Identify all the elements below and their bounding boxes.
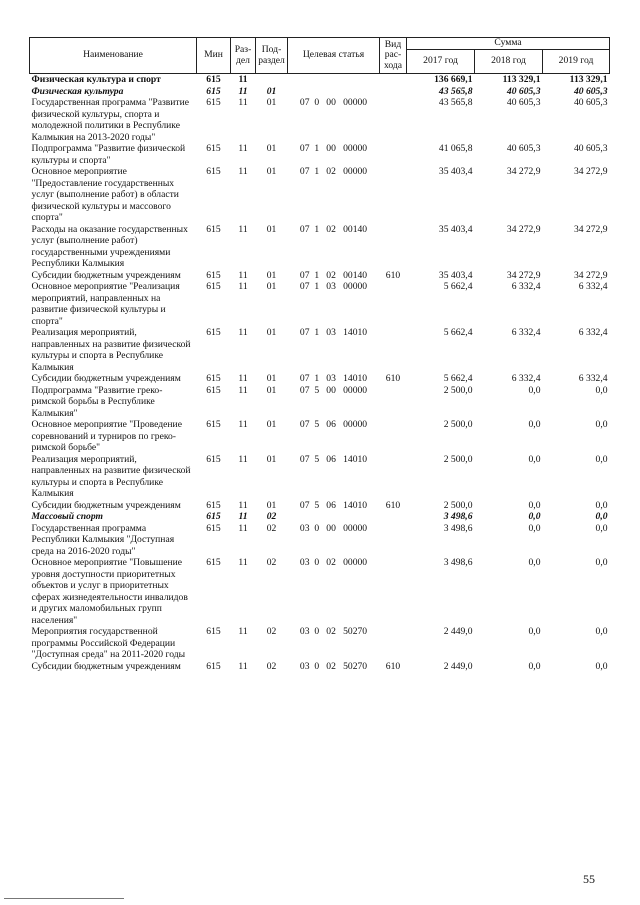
budget-table [29,37,610,672]
row-podrazdel: 02 [266,557,277,568]
row-name: Подпрограмма "Развитие физической культуры и спорта" [31,143,186,166]
row-ministry: 615 [206,384,221,396]
row-podrazdel: 01 [266,281,277,292]
row-sum-2017: 5 662,4 [443,281,473,292]
row-name: Основное мероприятие "Повышение уровня доступности приоритетных объектов и услуг в приоритетных сферах жизнедеятельности инвалидов и других маломобильных групп населения" [31,557,188,626]
row-target-article: 07 5 06 14010 [299,453,368,465]
header-razdel: Раз- дел [231,38,256,74]
row-ministry: 615 [206,143,221,154]
row-expense-type [380,86,407,98]
row-expense-type: 610 [385,660,401,672]
table-row [30,86,610,98]
row-sum-2018: 6 332,4 [511,373,541,384]
row-sum-2017: 5 662,4 [443,327,473,338]
row-razdel: 11 [238,74,248,85]
row-target-article: 07 1 00 00000 [299,143,368,154]
row-name: Массовый спорт [31,511,103,522]
row-sum-2019: 113 329,1 [569,74,608,85]
row-sum-2018: 0,0 [528,626,541,637]
row-sum-2019: 0,0 [595,557,608,568]
row-ministry: 615 [206,327,221,338]
row-podrazdel [256,74,288,86]
row-sum-2017: 41 065,8 [438,143,473,154]
row-sum-2019: 6 332,4 [578,373,608,384]
row-sum-2017: 35 403,4 [438,166,473,177]
row-razdel: 11 [238,453,248,465]
row-expense-type [380,511,407,523]
row-target-article: 03 0 00 00000 [299,522,368,534]
row-target-article: 03 0 02 50270 [299,626,368,637]
table-row [30,557,610,626]
row-ministry: 615 [206,223,221,235]
row-sum-2017: 2 449,0 [443,626,473,637]
row-ministry: 615 [206,511,221,522]
row-sum-2018: 40 605,3 [506,85,541,97]
row-expense-type [380,166,407,224]
row-razdel: 11 [238,660,248,672]
row-target-article: 07 5 06 00000 [299,419,368,430]
header-2018: 2018 год [475,50,543,74]
row-target-article [288,74,380,86]
row-sum-2019: 0,0 [595,499,608,511]
row-target-article: 07 1 03 00000 [299,281,368,292]
table-row [30,385,610,420]
row-sum-2018: 0,0 [528,660,541,672]
row-sum-2019: 0,0 [595,453,608,465]
row-sum-2017: 2 500,0 [443,384,473,396]
row-expense-type [380,74,407,86]
row-name: Государственная программа "Развитие физической культуры, спорта и молодежной политики в Республике Калмыкия на 2013-2020 годы" [31,97,190,143]
row-sum-2017: 35 403,4 [438,223,473,235]
header-podrazdel: Под- раздел [256,38,288,74]
row-sum-2019: 40 605,3 [573,85,608,97]
row-sum-2018: 40 605,3 [506,97,541,108]
row-name: Государственная программа Республики Калмыкия "Доступная среда на 2016-2020 годы" [31,522,175,557]
row-sum-2019: 0,0 [595,419,608,430]
row-razdel: 11 [238,143,248,154]
row-sum-2018: 0,0 [528,557,541,568]
row-sum-2018: 0,0 [528,522,541,534]
budget-table-body [30,74,610,673]
row-podrazdel: 01 [266,419,277,430]
row-podrazdel: 01 [266,85,277,97]
row-sum-2018: 6 332,4 [511,281,541,292]
row-target-article [288,86,380,98]
row-target-article: 07 1 02 00140 [299,223,368,235]
row-sum-2019: 0,0 [595,511,608,522]
table-row [30,224,610,270]
table-row [30,419,610,454]
row-name: Основное мероприятие "Проведение соревнований и турниров по греко-римской борьбе" [31,419,182,453]
row-sum-2019: 34 272,9 [573,269,608,281]
row-razdel: 11 [238,373,248,384]
header-name: Наименование [30,38,197,74]
row-name: Физическая культура [31,85,124,97]
row-expense-type: 610 [385,499,401,511]
row-target-article: 03 0 02 50270 [299,660,368,672]
row-sum-2019: 6 332,4 [578,281,608,292]
row-razdel: 11 [238,522,248,534]
row-sum-2018: 6 332,4 [511,327,541,338]
row-target-article: 07 5 00 00000 [299,384,368,396]
row-target-article [288,511,380,523]
row-expense-type [380,626,407,661]
row-ministry: 615 [206,626,221,637]
row-sum-2017: 2 500,0 [443,453,473,465]
header-2017: 2017 год [407,50,475,74]
table-row [30,454,610,500]
row-name: Субсидии бюджетным учреждениям [31,660,181,672]
row-razdel: 11 [238,281,248,292]
row-sum-2017: 3 498,6 [443,511,473,522]
row-sum-2018: 34 272,9 [506,269,541,281]
row-ministry: 615 [206,453,221,465]
row-sum-2017: 3 498,6 [443,522,473,534]
row-sum-2019: 0,0 [595,522,608,534]
row-name: Расходы на оказание государственных услуг (выполнение работ) государственными учреждениями Республики Калмыкия [31,223,188,269]
row-name: Подпрограмма "Развитие греко-римской борьбы в Республике Калмыкия" [31,384,163,419]
header-expense-type: Вид рас- хода [380,38,407,74]
row-ministry: 615 [206,85,221,97]
row-target-article: 07 1 03 14010 [299,373,368,384]
row-ministry: 615 [206,660,221,672]
table-row [30,327,610,373]
table-row [30,523,610,558]
row-podrazdel: 01 [266,373,277,384]
row-expense-type: 610 [385,373,401,384]
row-name: Реализация мероприятий, направленных на развитие физической культуры и спорта в Республике Калмыкия [31,327,191,373]
row-sum-2019: 0,0 [595,660,608,672]
row-razdel: 11 [238,511,248,522]
row-name: Субсидии бюджетным учреждениям [31,373,181,384]
row-sum-2019: 0,0 [595,384,608,396]
row-ministry: 615 [206,281,221,292]
row-target-article: 07 1 02 00000 [299,166,368,177]
header-sum: Сумма [407,38,610,50]
header-target-article: Целевая статья [288,38,380,74]
row-sum-2017: 35 403,4 [438,269,473,281]
row-name: Реализация мероприятий, направленных на развитие физической культуры и спорта в Республике Калмыкия [31,453,191,499]
row-podrazdel: 02 [266,660,277,672]
row-target-article: 07 0 00 00000 [299,97,368,108]
row-sum-2017: 43 565,8 [438,85,473,97]
row-podrazdel: 02 [266,511,277,522]
row-razdel: 11 [238,557,248,568]
row-ministry: 615 [206,557,221,568]
row-expense-type [380,385,407,420]
row-sum-2019: 34 272,9 [573,166,608,177]
footer-divider [4,898,124,899]
row-target-article: 07 1 03 14010 [299,327,368,338]
row-podrazdel: 01 [266,97,277,108]
page-number: 55 [583,872,595,886]
row-podrazdel: 02 [266,626,277,637]
row-target-article: 03 0 02 00000 [299,557,368,568]
row-sum-2018: 40 605,3 [506,143,541,154]
row-sum-2019: 34 272,9 [573,223,608,235]
row-sum-2019: 0,0 [595,626,608,637]
row-podrazdel: 01 [266,499,277,511]
row-sum-2019: 40 605,3 [573,143,608,154]
row-ministry: 615 [206,269,221,281]
row-sum-2017: 2 500,0 [443,499,473,511]
row-expense-type [380,557,407,626]
table-row [30,281,610,327]
table-row [30,270,610,282]
row-expense-type [380,281,407,327]
row-sum-2018: 0,0 [528,499,541,511]
row-ministry: 615 [206,499,221,511]
table-row [30,500,610,512]
table-row [30,166,610,224]
row-sum-2019: 6 332,4 [578,327,608,338]
table-row [30,143,610,166]
row-sum-2017: 43 565,8 [438,97,473,108]
row-target-article: 07 5 06 14010 [299,499,368,511]
header-min: Мин [197,38,231,74]
row-expense-type [380,419,407,454]
row-name: Мероприятия государственной программы Российской Федерации "Доступная среда" на 2011-2020 годы [31,626,186,660]
row-expense-type [380,143,407,166]
row-expense-type [380,327,407,373]
row-sum-2018: 34 272,9 [506,223,541,235]
row-expense-type [380,224,407,270]
row-ministry: 615 [206,419,221,430]
row-sum-2018: 34 272,9 [506,166,541,177]
row-razdel: 11 [238,499,248,511]
row-expense-type [380,97,407,143]
row-sum-2018: 0,0 [528,384,541,396]
row-name: Основное мероприятие "Реализация мероприятий, направленных на развитие физической культуры и спорта" [31,281,180,327]
table-row [30,97,610,143]
row-sum-2019: 40 605,3 [573,97,608,108]
row-razdel: 11 [238,384,248,396]
row-ministry: 615 [206,373,221,384]
row-ministry: 615 [206,522,221,534]
table-row [30,626,610,661]
row-podrazdel: 01 [266,166,277,177]
row-razdel: 11 [238,166,248,177]
row-sum-2017: 136 669,1 [434,74,473,85]
row-razdel: 11 [238,85,248,97]
row-razdel: 11 [238,97,248,108]
row-podrazdel: 01 [266,327,277,338]
row-razdel: 11 [238,327,248,338]
row-target-article: 07 1 02 00140 [299,269,368,281]
row-sum-2018: 0,0 [528,511,541,522]
row-expense-type: 610 [385,269,401,281]
row-name: Физическая культура и спорт [31,74,161,85]
row-ministry: 615 [206,74,221,85]
row-podrazdel: 01 [266,453,277,465]
row-sum-2017: 5 662,4 [443,373,473,384]
table-row [30,661,610,673]
row-ministry: 615 [206,166,221,177]
row-sum-2018: 0,0 [528,453,541,465]
row-podrazdel: 02 [266,522,277,534]
row-razdel: 11 [238,419,248,430]
row-sum-2018: 113 329,1 [502,74,541,85]
row-podrazdel: 01 [266,384,277,396]
row-razdel: 11 [238,269,248,281]
row-sum-2017: 3 498,6 [443,557,473,568]
row-sum-2018: 0,0 [528,419,541,430]
row-name: Субсидии бюджетным учреждениям [31,499,181,511]
row-podrazdel: 01 [266,223,277,235]
row-name: Основное мероприятие "Предоставление государственных услуг (выполнение работ) в области физической культуры и массового спорта" [31,166,179,223]
row-sum-2017: 2 449,0 [443,660,473,672]
row-razdel: 11 [238,626,248,637]
table-row [30,511,610,523]
row-name: Субсидии бюджетным учреждениям [31,269,181,281]
row-expense-type [380,454,407,500]
table-row [30,373,610,385]
table-row [30,74,610,86]
row-razdel: 11 [238,223,248,235]
row-podrazdel: 01 [266,143,277,154]
row-expense-type [380,523,407,558]
row-podrazdel: 01 [266,269,277,281]
row-ministry: 615 [206,97,221,108]
row-sum-2017: 2 500,0 [443,419,473,430]
header-2019: 2019 год [543,50,610,74]
